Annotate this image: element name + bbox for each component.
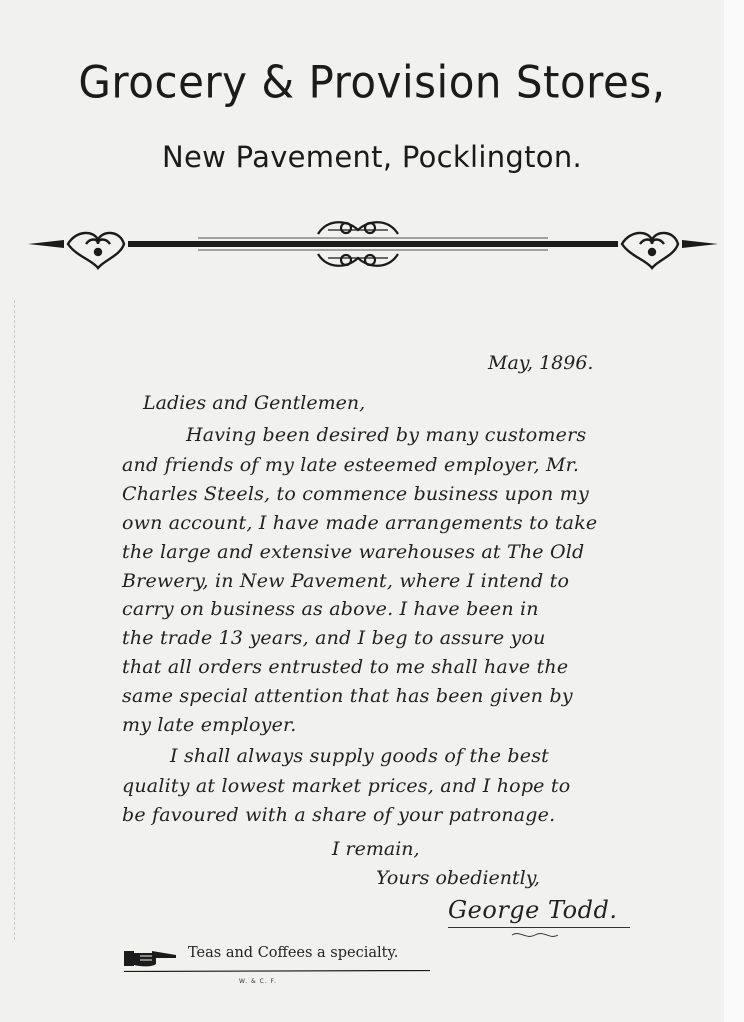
body-line: my late employer. bbox=[122, 714, 297, 736]
scan-edge-marks bbox=[14, 300, 19, 940]
signature-underline bbox=[448, 927, 630, 928]
body-line: the large and extensive warehouses at The Old bbox=[122, 541, 585, 563]
salutation: Ladies and Gentlemen, bbox=[143, 392, 366, 414]
body-line: and friends of my late esteemed employer, Mr. bbox=[122, 454, 580, 476]
pointing-hand-icon bbox=[122, 946, 180, 970]
ornamental-divider bbox=[28, 212, 718, 276]
body-line: the trade 13 years, and I beg to assure you bbox=[122, 627, 546, 649]
footer-rule bbox=[124, 970, 430, 972]
body-line: own account, I have made arrangements to take bbox=[122, 512, 598, 534]
signature-name: George Todd. bbox=[448, 896, 618, 924]
scan-margin bbox=[724, 0, 744, 1022]
body-line: quality at lowest market prices, and I hope to bbox=[122, 775, 571, 797]
closing-remain: I remain, bbox=[332, 838, 420, 860]
body-line: be favoured with a share of your patronage. bbox=[122, 804, 556, 826]
body-line: Brewery, in New Pavement, where I intend to bbox=[122, 570, 570, 592]
printer-imprint: W. & C. F. bbox=[239, 978, 278, 985]
letterhead-title: Grocery & Provision Stores, bbox=[78, 56, 666, 109]
body-line: I shall always supply goods of the best bbox=[170, 745, 549, 767]
letterhead-subtitle: New Pavement, Pocklington. bbox=[161, 140, 583, 174]
body-line: carry on business as above. I have been in bbox=[122, 598, 539, 620]
closing-obediently: Yours obediently, bbox=[376, 867, 540, 889]
letter-date: May, 1896. bbox=[488, 352, 594, 374]
footer-specialty-note: Teas and Coffees a specialty. bbox=[188, 945, 399, 961]
body-line: that all orders entrusted to me shall have the bbox=[122, 656, 569, 678]
signature-flourish bbox=[510, 930, 560, 940]
body-line: Charles Steels, to commence business upon my bbox=[122, 483, 589, 505]
body-line: Having been desired by many customers bbox=[186, 424, 587, 446]
body-line: same special attention that has been given by bbox=[122, 685, 573, 707]
